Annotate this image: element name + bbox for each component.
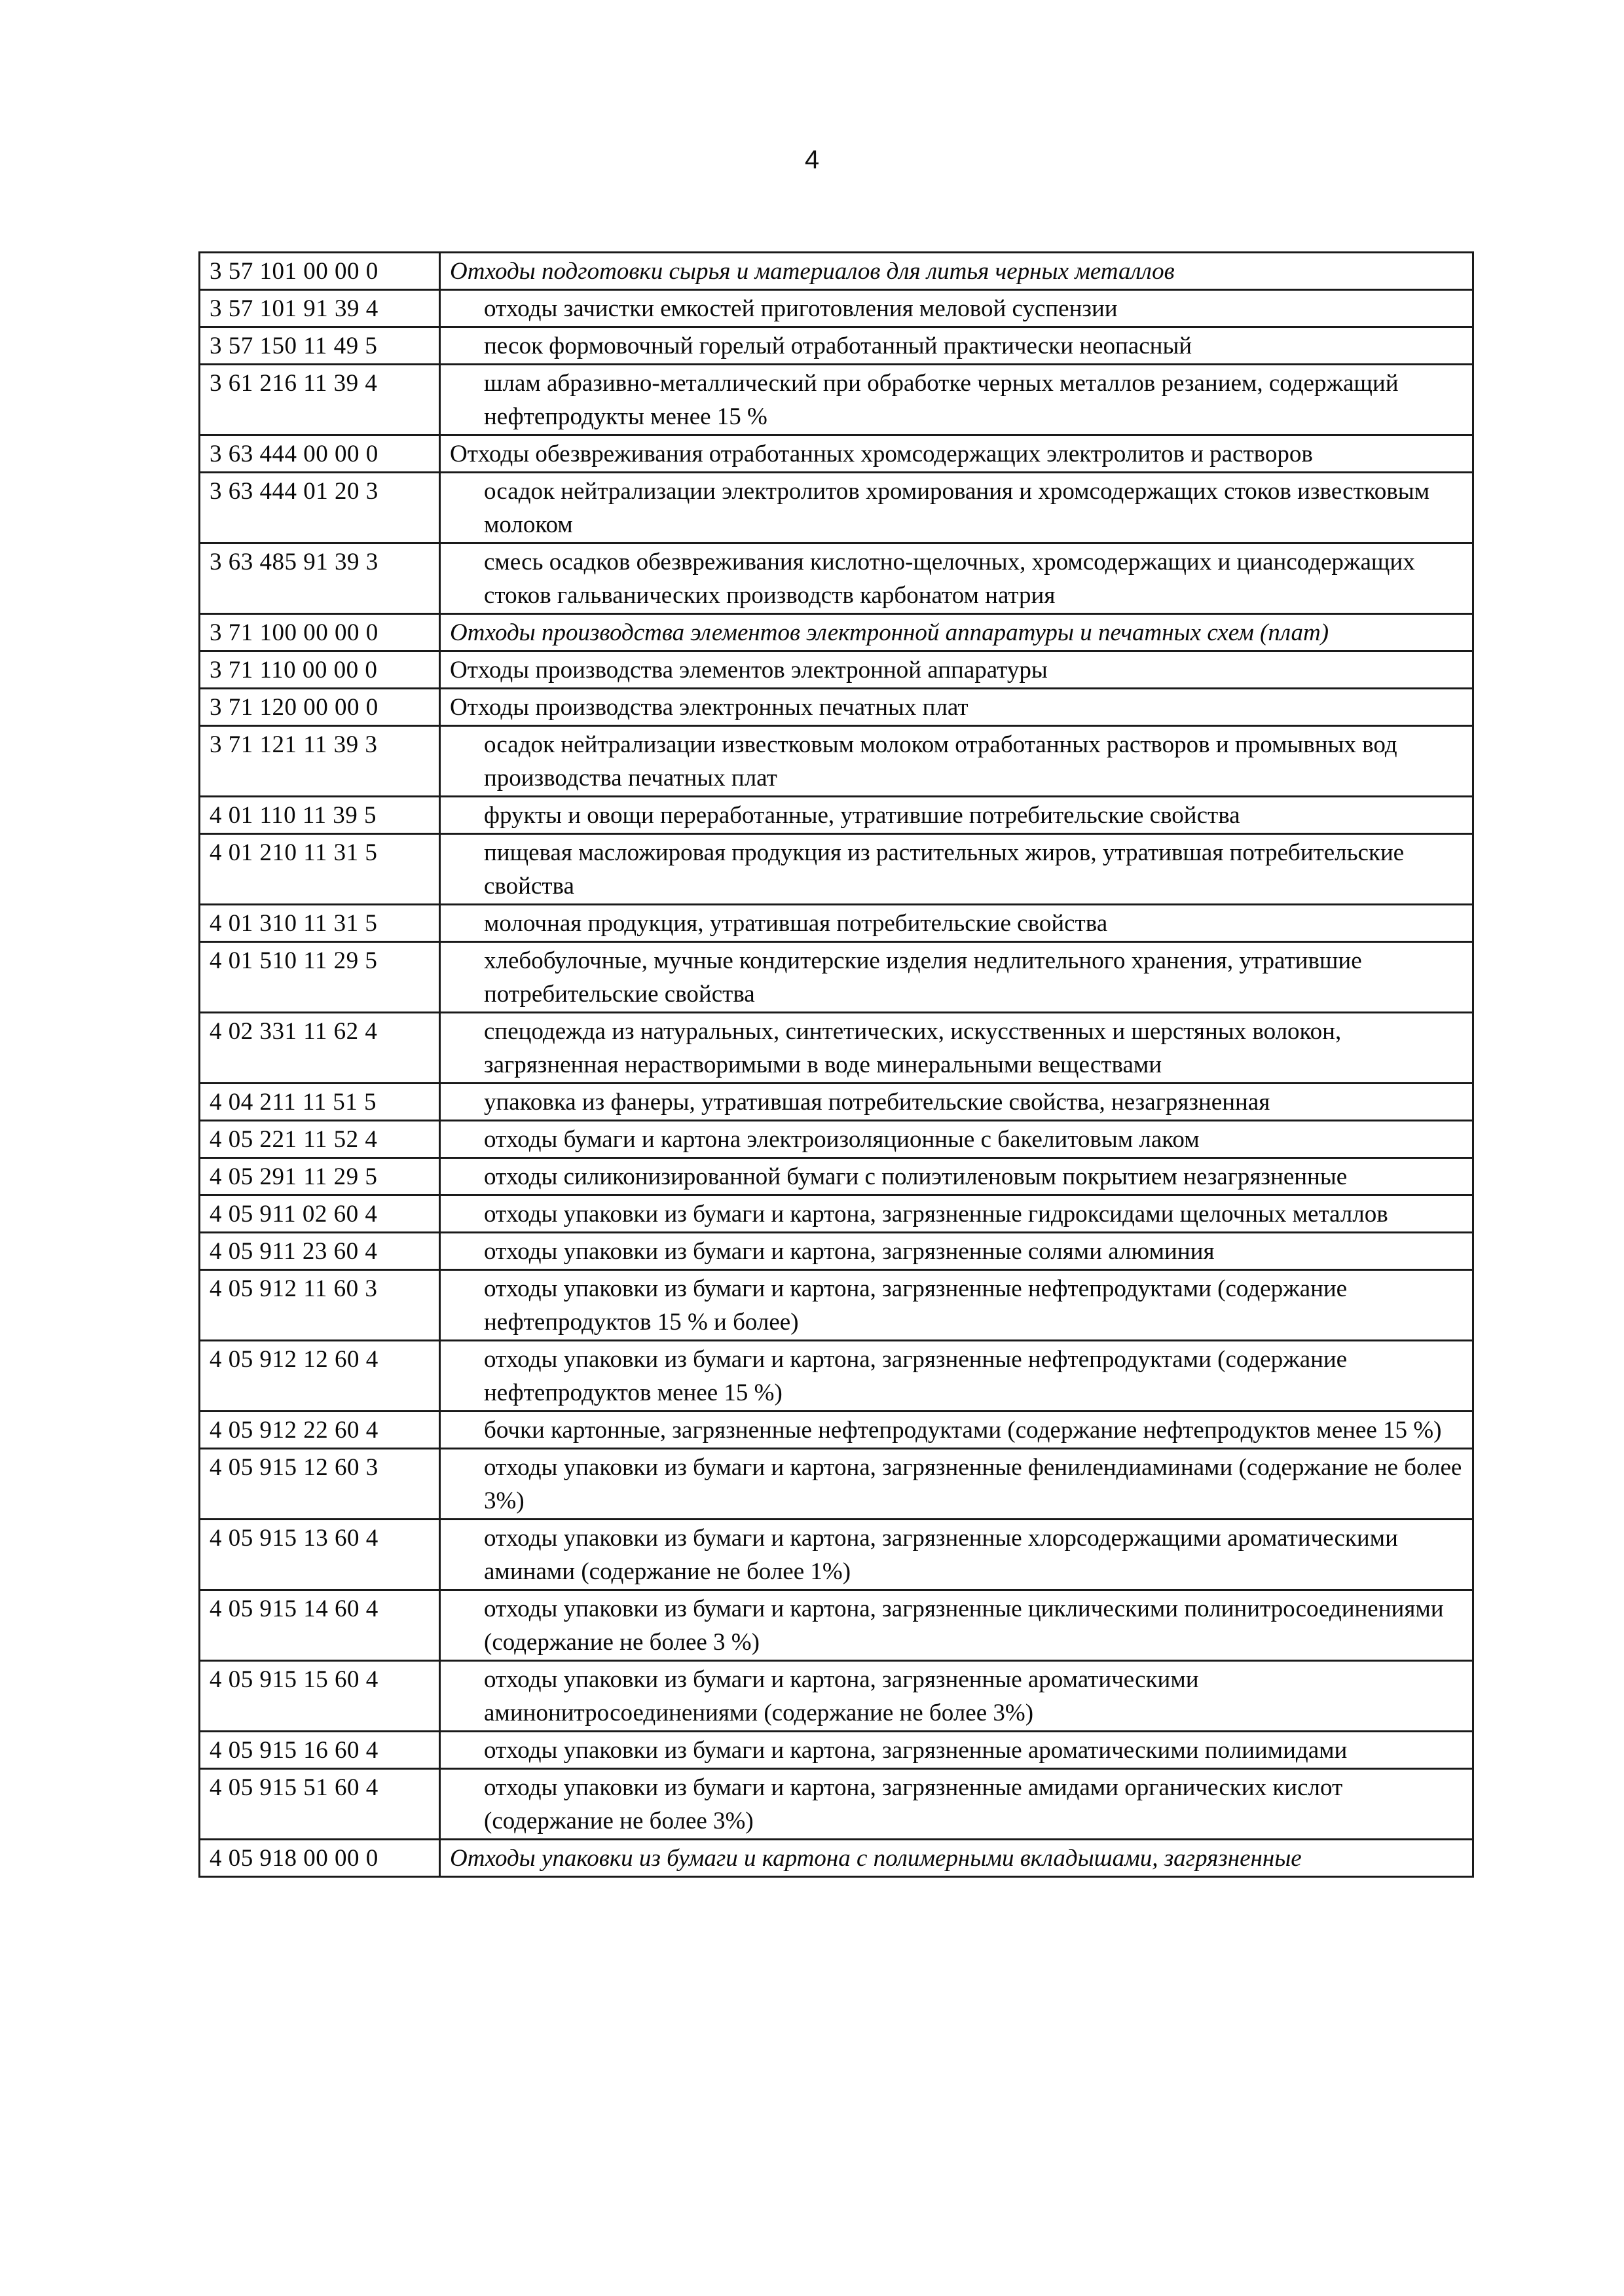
waste-code-cell: 3 71 121 11 39 3 [200, 726, 440, 797]
waste-name-cell: отходы упаковки из бумаги и картона, загрязненные ароматическими аминонитросоединениями (содержание не более 3%) [440, 1661, 1473, 1732]
waste-code-cell: 4 05 912 11 60 3 [200, 1270, 440, 1341]
table-row [200, 1341, 1473, 1412]
waste-name-cell: отходы бумаги и картона электроизоляционные с бакелитовым лаком [440, 1121, 1473, 1158]
waste-name-cell: упаковка из фанеры, утратившая потребительские свойства, незагрязненная [440, 1084, 1473, 1121]
waste-code-cell: 3 57 101 91 39 4 [200, 290, 440, 327]
waste-code-cell: 4 05 221 11 52 4 [200, 1121, 440, 1158]
table-row [200, 1195, 1473, 1233]
waste-name-cell: шлам абразивно-металлический при обработке черных металлов резанием, содержащий нефтепродукты менее 15 % [440, 365, 1473, 435]
table-row [200, 1732, 1473, 1769]
waste-code-cell: 4 05 912 12 60 4 [200, 1341, 440, 1412]
table-row [200, 1449, 1473, 1520]
table-row [200, 473, 1473, 543]
waste-code-cell: 4 02 331 11 62 4 [200, 1013, 440, 1084]
waste-name-cell: осадок нейтрализации электролитов хромирования и хромсодержащих стоков известковым молоком [440, 473, 1473, 543]
waste-code-cell: 4 01 310 11 31 5 [200, 905, 440, 942]
waste-code-cell: 4 05 915 15 60 4 [200, 1661, 440, 1732]
waste-name-cell: отходы упаковки из бумаги и картона, загрязненные хлорсодержащими ароматическими аминами (содержание не более 1%) [440, 1520, 1473, 1590]
waste-code-cell: 4 05 911 23 60 4 [200, 1233, 440, 1270]
waste-name-cell: Отходы производства электронных печатных плат [440, 689, 1473, 726]
waste-name-cell: Отходы производства элементов электронной аппаратуры и печатных схем (плат) [440, 614, 1473, 651]
table-row [200, 543, 1473, 614]
waste-code-cell: 4 05 915 13 60 4 [200, 1520, 440, 1590]
table-row [200, 1590, 1473, 1661]
table-row [200, 726, 1473, 797]
table-row [200, 651, 1473, 689]
table-row [200, 797, 1473, 834]
table-row [200, 1840, 1473, 1877]
waste-name-cell: осадок нейтрализации известковым молоком отработанных растворов и промывных вод производства печатных плат [440, 726, 1473, 797]
waste-code-cell: 3 71 120 00 00 0 [200, 689, 440, 726]
waste-codes-table-body [200, 253, 1473, 1877]
waste-name-cell: отходы упаковки из бумаги и картона, загрязненные нефтепродуктами (содержание нефтепродуктов 15 % и более) [440, 1270, 1473, 1341]
waste-code-cell: 4 05 915 16 60 4 [200, 1732, 440, 1769]
waste-name-cell: Отходы обезвреживания отработанных хромсодержащих электролитов и растворов [440, 435, 1473, 473]
waste-code-cell: 3 63 444 00 00 0 [200, 435, 440, 473]
page-number: 4 [804, 145, 820, 174]
waste-code-cell: 4 01 110 11 39 5 [200, 797, 440, 834]
waste-code-cell: 4 05 918 00 00 0 [200, 1840, 440, 1877]
waste-name-cell: отходы упаковки из бумаги и картона, загрязненные ароматическими полиимидами [440, 1732, 1473, 1769]
table-row [200, 689, 1473, 726]
table-row [200, 1520, 1473, 1590]
waste-code-cell: 3 63 444 01 20 3 [200, 473, 440, 543]
waste-name-cell: Отходы подготовки сырья и материалов для литья черных металлов [440, 253, 1473, 290]
waste-code-cell: 4 01 510 11 29 5 [200, 942, 440, 1013]
waste-code-cell: 3 63 485 91 39 3 [200, 543, 440, 614]
waste-name-cell: бочки картонные, загрязненные нефтепродуктами (содержание нефтепродуктов менее 15 %) [440, 1412, 1473, 1449]
waste-code-cell: 4 05 912 22 60 4 [200, 1412, 440, 1449]
table-row [200, 1013, 1473, 1084]
waste-code-cell: 4 05 915 12 60 3 [200, 1449, 440, 1520]
waste-name-cell: отходы упаковки из бумаги и картона, загрязненные амидами органических кислот (содержание не более 3%) [440, 1769, 1473, 1840]
waste-name-cell: фрукты и овощи переработанные, утратившие потребительские свойства [440, 797, 1473, 834]
waste-name-cell: хлебобулочные, мучные кондитерские изделия недлительного хранения, утратившие потребительские свойства [440, 942, 1473, 1013]
table-row [200, 253, 1473, 290]
table-row [200, 435, 1473, 473]
waste-name-cell: Отходы упаковки из бумаги и картона с полимерными вкладышами, загрязненные [440, 1840, 1473, 1877]
waste-name-cell: молочная продукция, утратившая потребительские свойства [440, 905, 1473, 942]
waste-code-cell: 4 05 915 51 60 4 [200, 1769, 440, 1840]
waste-code-cell: 4 04 211 11 51 5 [200, 1084, 440, 1121]
waste-code-cell: 3 57 150 11 49 5 [200, 327, 440, 365]
waste-code-cell: 3 71 110 00 00 0 [200, 651, 440, 689]
waste-code-cell: 3 57 101 00 00 0 [200, 253, 440, 290]
table-row [200, 905, 1473, 942]
waste-name-cell: отходы зачистки емкостей приготовления меловой суспензии [440, 290, 1473, 327]
table-row [200, 1270, 1473, 1341]
waste-name-cell: отходы упаковки из бумаги и картона, загрязненные фенилендиаминами (содержание не более 3%) [440, 1449, 1473, 1520]
table-row [200, 327, 1473, 365]
table-row [200, 1769, 1473, 1840]
waste-name-cell: Отходы производства элементов электронной аппаратуры [440, 651, 1473, 689]
waste-name-cell: спецодежда из натуральных, синтетических, искусственных и шерстяных волокон, загрязненная нерастворимыми в воде минеральными веществами [440, 1013, 1473, 1084]
waste-code-cell: 4 05 291 11 29 5 [200, 1158, 440, 1195]
table-row [200, 942, 1473, 1013]
waste-code-cell: 4 05 911 02 60 4 [200, 1195, 440, 1233]
waste-name-cell: отходы упаковки из бумаги и картона, загрязненные солями алюминия [440, 1233, 1473, 1270]
waste-name-cell: отходы упаковки из бумаги и картона, загрязненные нефтепродуктами (содержание нефтепродуктов менее 15 %) [440, 1341, 1473, 1412]
table-row [200, 834, 1473, 905]
table-row [200, 614, 1473, 651]
table-row [200, 365, 1473, 435]
waste-code-cell: 4 05 915 14 60 4 [200, 1590, 440, 1661]
waste-code-cell: 4 01 210 11 31 5 [200, 834, 440, 905]
table-row [200, 1661, 1473, 1732]
waste-code-cell: 3 61 216 11 39 4 [200, 365, 440, 435]
table-row [200, 1412, 1473, 1449]
waste-code-cell: 3 71 100 00 00 0 [200, 614, 440, 651]
waste-name-cell: отходы упаковки из бумаги и картона, загрязненные гидроксидами щелочных металлов [440, 1195, 1473, 1233]
table-row [200, 1158, 1473, 1195]
table-row [200, 1121, 1473, 1158]
waste-codes-table [198, 251, 1474, 1878]
table-row [200, 1233, 1473, 1270]
table-row [200, 290, 1473, 327]
waste-name-cell: песок формовочный горелый отработанный практически неопасный [440, 327, 1473, 365]
waste-name-cell: отходы упаковки из бумаги и картона, загрязненные циклическими полинитросоединениями (содержание не более 3 %) [440, 1590, 1473, 1661]
waste-name-cell: смесь осадков обезвреживания кислотно-щелочных, хромсодержащих и циансодержащих стоков гальванических производств карбонатом натрия [440, 543, 1473, 614]
waste-name-cell: отходы силиконизированной бумаги с полиэтиленовым покрытием незагрязненные [440, 1158, 1473, 1195]
waste-name-cell: пищевая масложировая продукция из растительных жиров, утратившая потребительские свойства [440, 834, 1473, 905]
table-row [200, 1084, 1473, 1121]
